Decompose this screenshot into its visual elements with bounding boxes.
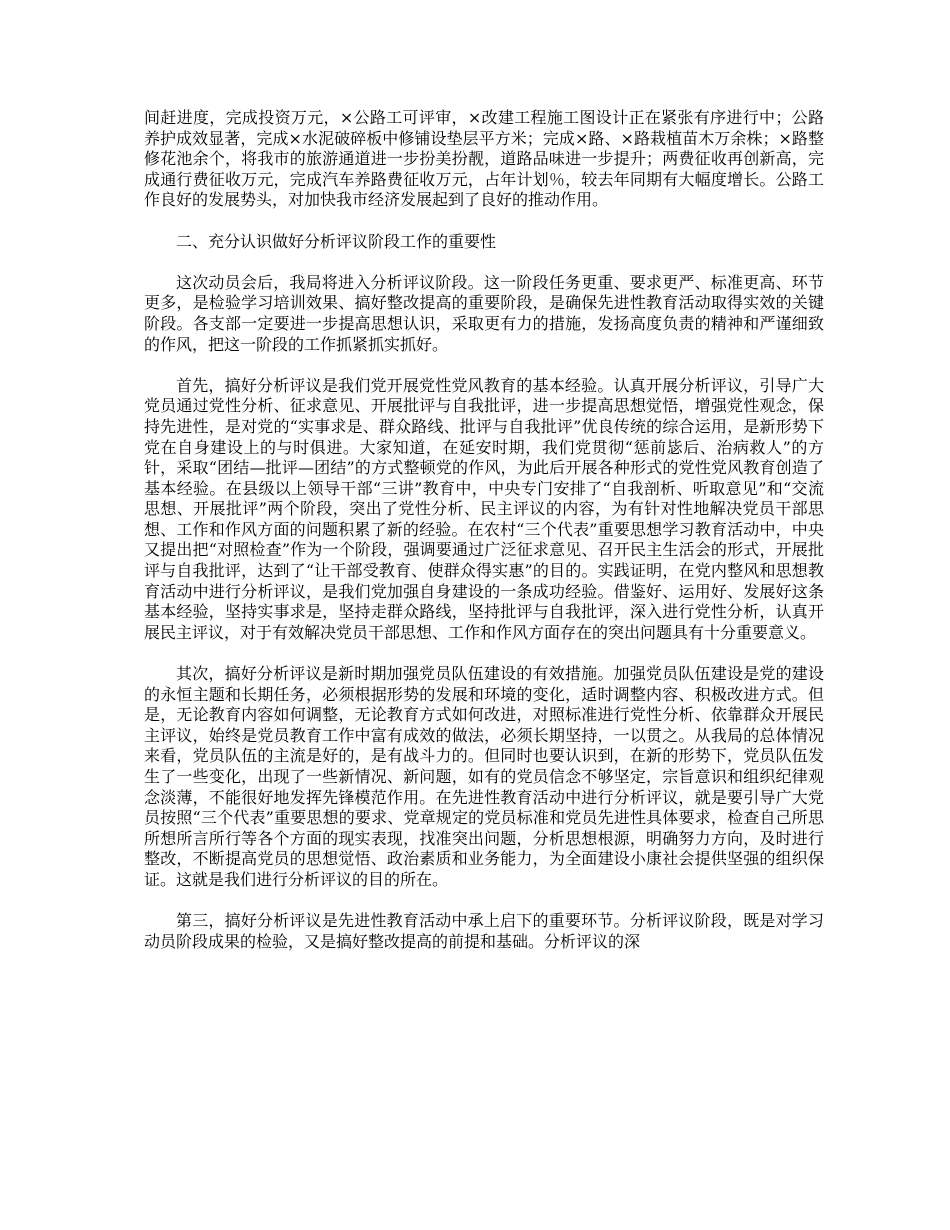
document-page	[144, 108, 824, 973]
paragraph-continuation: 间赶进度，完成投资万元，×公路工可评审，×改建工程施工图设计正在紧张有序进行中；公路养护成效显著，完成×水泥破碎板中修铺设垫层平方米；完成×路、×路栽植苗木万余株；×路整修花池余个，将我市的旅游通道进一步扮美扮靓，道路品味进一步提升；两费征收再创新高，完成通行费征收万元，完成汽车养路费征收万元，占年计划％，较去年同期有大幅度增长。公路工作良好的发展势头，对加快我市经济发展起到了良好的推动作用。	[144, 108, 824, 210]
paragraph: 首先，搞好分析评议是我们党开展党性党风教育的基本经验。认真开展分析评议，引导广大党员通过党性分析、征求意见、开展批评与自我批评，进一步提高思想觉悟，增强党性观念，保持先进性，是对党的“实事求是、群众路线、批评与自我批评”优良传统的综合运用，是新形势下党在自身建设上的与时俱进。大家知道，在延安时期，我们党贯彻“惩前毖后、治病救人”的方针，采取“团结—批评—团结”的方式整顿党的作风，为此后开展各种形式的党性党风教育创造了基本经验。在县级以上领导干部“三讲”教育中，中央专门安排了“自我剖析、听取意见”和“交流思想、开展批评”两个阶段，突出了党性分析、民主评议的内容，为有针对性地解决党员干部思想、工作和作风方面的问题积累了新的经验。在农村“三个代表”重要思想学习教育活动中，中央又提出把“对照检查”作为一个阶段，强调要通过广泛征求意见、召开民主生活会的形式，开展批评与自我批评，达到了“让干部受教育、使群众得实惠”的目的。实践证明，在党内整风和思想教育活动中进行分析评议，是我们党加强自身建设的一条成功经验。借鉴好、运用好、发展好这条基本经验，坚持实事求是，坚持走群众路线，坚持批评与自我批评，深入进行党性分析，认真开展民主评议，对于有效解决党员干部思想、工作和作风方面存在的突出问题具有十分重要意义。	[144, 375, 824, 642]
section-heading: 二、充分认识做好分析评议阶段工作的重要性	[176, 231, 497, 251]
paragraph: 第三，搞好分析评议是先进性教育活动中承上启下的重要环节。分析评议阶段，既是对学习动员阶段成果的检验，又是搞好整改提高的前提和基础。分析评议的深	[144, 911, 824, 951]
paragraph: 其次，搞好分析评议是新时期加强党员队伍建设的有效措施。加强党员队伍建设是党的建设的永恒主题和长期任务，必须根据形势的发展和环境的变化，适时调整内容、积极改进方式。但是，无论教育内容如何调整，无论教育方式如何改进，对照标准进行党性分析、依靠群众开展民主评议，始终是党员教育工作中富有成效的做法，必须长期坚持，一以贯之。从我局的总体情况来看，党员队伍的主流是好的，是有战斗力的。但同时也要认识到，在新的形势下，党员队伍发生了一些变化，出现了一些新情况、新问题，如有的党员信念不够坚定，宗旨意识和组织纪律观念淡薄，不能很好地发挥先锋模范作用。在先进性教育活动中进行分析评议，就是要引导广大党员按照“三个代表”重要思想的要求、党章规定的党员标准和党员先进性具体要求，检查自己所思所想所言所行等各个方面的现实表现，找准突出问题，分析思想根源，明确努力方向，及时进行整改，不断提高党员的思想觉悟、政治素质和业务能力，为全面建设小康社会提供坚强的组织保证。这就是我们进行分析评议的目的所在。	[144, 664, 824, 889]
paragraph: 这次动员会后，我局将进入分析评议阶段。这一阶段任务更重、要求更严、标准更高、环节更多，是检验学习培训效果、搞好整改提高的重要阶段，是确保先进性教育活动取得实效的关键阶段。各支部一定要进一步提高思想认识，采取更有力的措施，发扬高度负责的精神和严谨细致的作风，把这一阶段的工作抓紧抓实抓好。	[144, 272, 824, 354]
